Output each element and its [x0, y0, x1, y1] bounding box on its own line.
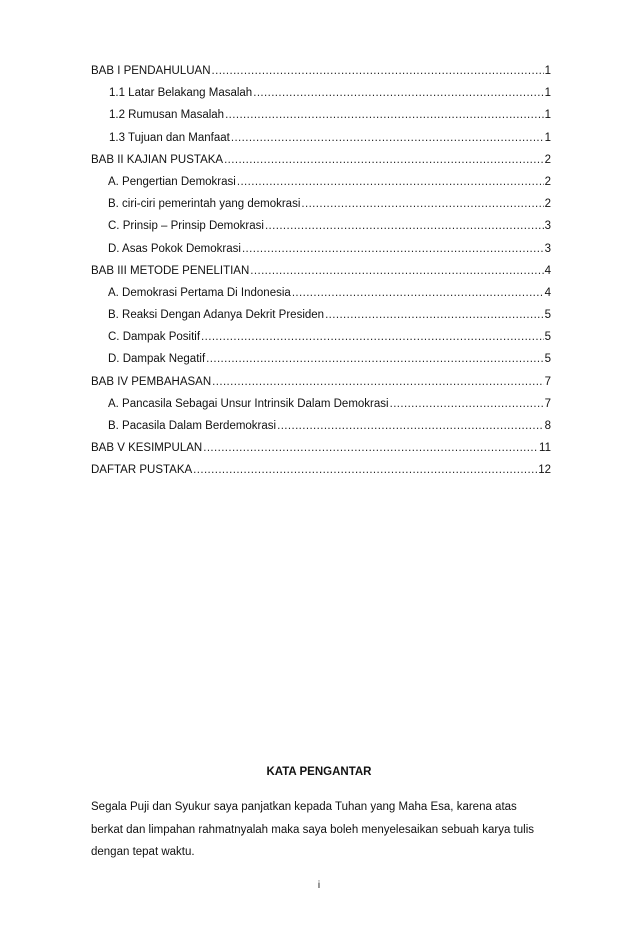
toc-dot-leader [242, 238, 544, 260]
paragraph-line: berkat dan limpahan rahmatnyalah maka saya boleh menyelesaikan sebuah karya tulis [91, 823, 535, 836]
toc-entry [91, 215, 551, 237]
toc-entry-label: B. Reaksi Dengan Adanya Dekrit Presiden [108, 309, 325, 322]
toc-entry-label: B. ciri-ciri pemerintah yang demokrasi [108, 198, 301, 211]
toc-entry-page: 4 [544, 286, 551, 299]
toc-entry-page: 5 [544, 309, 551, 322]
toc-dot-leader [225, 104, 544, 126]
toc-entry-label: BAB III METODE PENELITIAN [91, 264, 250, 277]
toc-entry [91, 149, 551, 171]
toc-dot-leader [277, 415, 544, 437]
toc-entry [91, 437, 551, 459]
toc-dot-leader [265, 215, 544, 237]
paragraph-line: Segala Puji dan Syukur saya panjatkan kepada Tuhan yang Maha Esa, karena atas [91, 801, 517, 813]
toc-entry-label: A. Pancasila Sebagai Unsur Intrinsik Dalam Demokrasi [108, 397, 389, 410]
toc-entry [91, 348, 551, 370]
toc-entry [91, 371, 551, 393]
toc-entry [91, 326, 551, 348]
page-number: i [317, 880, 321, 891]
toc-dot-leader [292, 282, 544, 304]
toc-entry [91, 260, 551, 282]
toc-dot-leader [250, 260, 543, 282]
toc-entry-label: D. Dampak Negatif [108, 353, 206, 366]
toc-entry-page: 3 [544, 242, 551, 255]
toc-entry [91, 238, 551, 260]
toc-entry-page: 2 [544, 175, 551, 188]
toc-entry [91, 459, 551, 481]
toc-dot-leader [237, 171, 544, 193]
toc-entry-label: C. Prinsip – Prinsip Demokrasi [108, 220, 264, 233]
toc-dot-leader [224, 149, 544, 171]
toc-entry-page: 8 [544, 420, 551, 432]
toc-entry-page: 2 [544, 198, 551, 211]
toc-entry [91, 393, 551, 415]
toc-entry-page: 3 [544, 220, 551, 233]
toc-dot-leader [212, 60, 544, 82]
toc-entry-label: BAB I PENDAHULUAN [91, 65, 211, 77]
toc-entry [91, 127, 551, 149]
toc-entry [91, 60, 551, 82]
toc-entry-page: 1 [544, 131, 551, 144]
toc-entry [91, 82, 551, 104]
toc-entry-label: 1.1 Latar Belakang Masalah [109, 87, 253, 100]
toc-entry-page: 11 [539, 442, 551, 455]
toc-entry-label: BAB V KESIMPULAN [91, 442, 203, 455]
toc-entry-label: 1.3 Tujuan dan Manfaat [109, 131, 230, 144]
toc-entry-label: A. Pengertian Demokrasi [108, 175, 236, 188]
table-of-contents [91, 60, 551, 482]
toc-dot-leader [325, 304, 544, 326]
toc-entry-page: 12 [538, 464, 551, 477]
toc-entry-page: 5 [544, 331, 551, 344]
toc-dot-leader [201, 326, 544, 348]
toc-entry-label: B. Pacasila Dalam Berdemokrasi [108, 420, 277, 432]
toc-entry-label: A. Demokrasi Pertama Di Indonesia [108, 286, 291, 299]
toc-entry-page: 4 [544, 264, 551, 277]
toc-entry-page: 7 [544, 397, 551, 410]
toc-entry-label: BAB IV PEMBAHASAN [91, 375, 212, 388]
toc-dot-leader [206, 348, 543, 370]
paragraph-line: dengan tepat waktu. [91, 846, 195, 858]
toc-entry-page: 7 [544, 375, 551, 388]
toc-dot-leader [193, 459, 537, 481]
toc-entry [91, 282, 551, 304]
toc-entry [91, 304, 551, 326]
toc-entry-page: 2 [544, 153, 551, 166]
toc-entry-page: 1 [544, 109, 551, 122]
toc-entry [91, 171, 551, 193]
section-heading: KATA PENGANTAR [266, 766, 372, 778]
toc-entry-label: D. Asas Pokok Demokrasi [108, 242, 241, 255]
toc-dot-leader [301, 193, 543, 215]
toc-entry-page: 1 [544, 65, 551, 77]
toc-entry [91, 104, 551, 126]
toc-dot-leader [212, 371, 543, 393]
toc-entry-label: C. Dampak Positif [108, 331, 201, 344]
toc-entry-page: 1 [544, 87, 551, 100]
toc-entry-label: BAB II KAJIAN PUSTAKA [91, 153, 224, 166]
toc-entry-label: DAFTAR PUSTAKA [91, 464, 193, 477]
toc-dot-leader [203, 437, 538, 459]
toc-dot-leader [390, 393, 544, 415]
toc-dot-leader [231, 127, 544, 149]
toc-dot-leader [253, 82, 543, 104]
preface-paragraph [91, 796, 551, 864]
toc-entry [91, 415, 551, 437]
toc-entry [91, 193, 551, 215]
toc-entry-label: 1.2 Rumusan Masalah [109, 109, 225, 122]
toc-entry-page: 5 [544, 353, 551, 366]
